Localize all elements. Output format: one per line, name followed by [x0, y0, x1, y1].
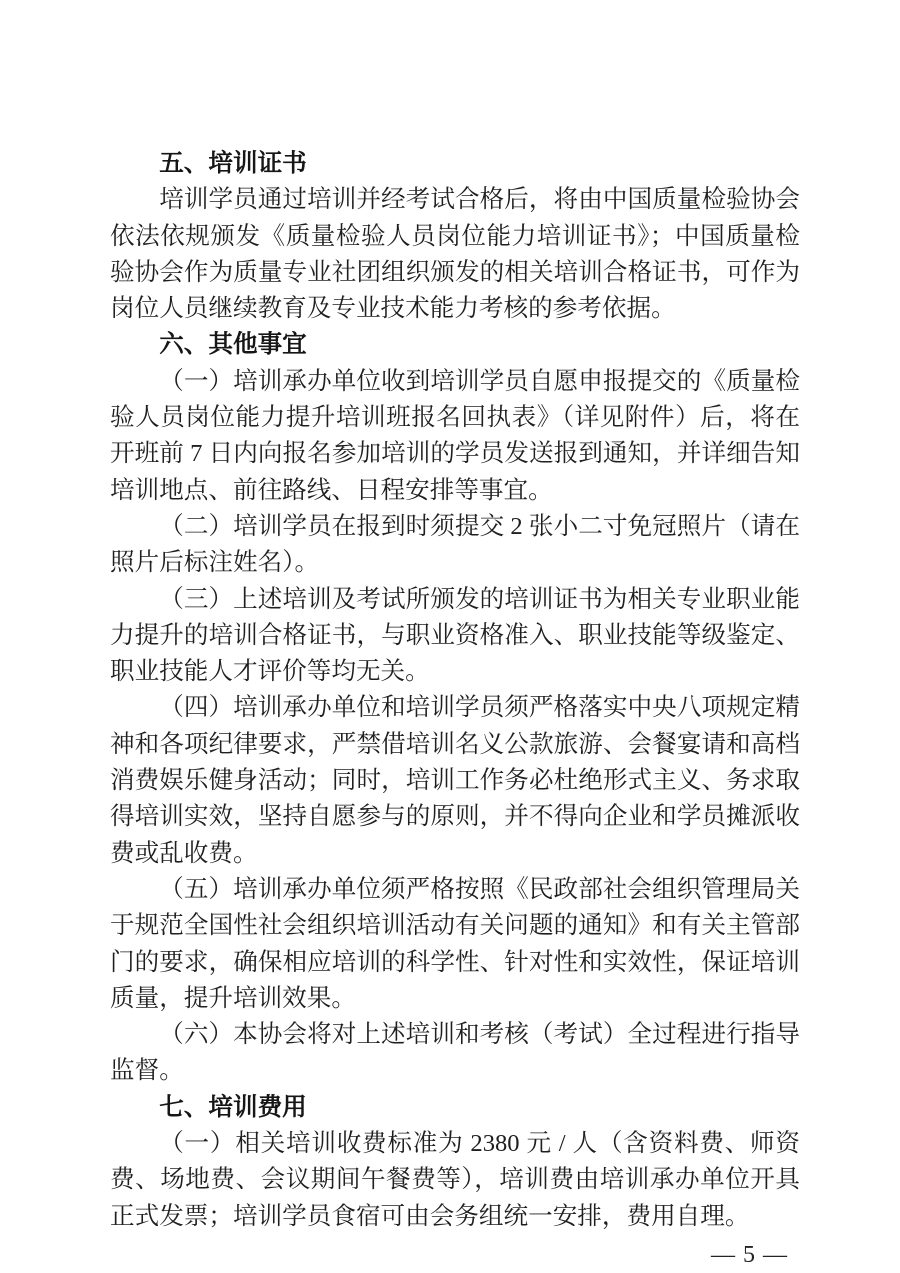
- section-heading: 七、培训费用: [159, 1093, 307, 1121]
- body-paragraph: （一）培训承办单位收到培训学员自愿申报提交的《质量检验人员岗位能力提升培训班报名回执表》（详见附件）后，将在开班前 7 日内向报名参加培训的学员发送报到通知，并详细告知培训地点、前往路线、日程安排等事宜。: [110, 367, 800, 504]
- body-paragraph: （三）上述培训及考试所颁发的培训证书为相关专业职业能力提升的培训合格证书，与职业资格准入、职业技能等级鉴定、职业技能人才评价等均无关。: [110, 585, 800, 686]
- document-body: [110, 146, 800, 1235]
- body-paragraph: （六）本协会将对上述培训和考核（考试）全过程进行指导监督。: [110, 1021, 800, 1085]
- section-heading: 五、培训证书: [159, 150, 307, 177]
- body-paragraph: 培训学员通过培训并经考试合格后，将由中国质量检验协会依法依规颁发《质量检验人员岗位能力培训证书》；中国质量检验协会作为质量专业社团组织颁发的相关培训合格证书，可作为岗位人员继续教育及专业技术能力考核的参考依据。: [110, 186, 800, 323]
- body-paragraph: （五）培训承办单位须严格按照《民政部社会组织管理局关于规范全国性社会组织培训活动有关问题的通知》和有关主管部门的要求，确保相应培训的科学性、针对性和实效性，保证培训质量，提升培训效果。: [110, 875, 800, 1012]
- body-paragraph: （四）培训承办单位和培训学员须严格落实中央八项规定精神和各项纪律要求，严禁借培训名义公款旅游、会餐宴请和高档消费娱乐健身活动；同时，培训工作务必杜绝形式主义、务求取得培训实效，坚持自愿参与的原则，并不得向企业和学员摊派收费或乱收费。: [110, 694, 800, 867]
- body-paragraph: （二）培训学员在报到时须提交 2 张小二寸免冠照片（请在照片后标注姓名）。: [110, 512, 800, 577]
- section-heading: 六、其他事宜: [159, 331, 307, 359]
- body-paragraph: （一）相关培训收费标准为 2380 元 / 人（含资料费、师资费、场地费、会议期间午餐费等），培训费由培训承办单位开具正式发票；培训学员食宿可由会务组统一安排，费用自理。: [110, 1130, 800, 1230]
- page-number: — 5 —: [711, 1241, 788, 1268]
